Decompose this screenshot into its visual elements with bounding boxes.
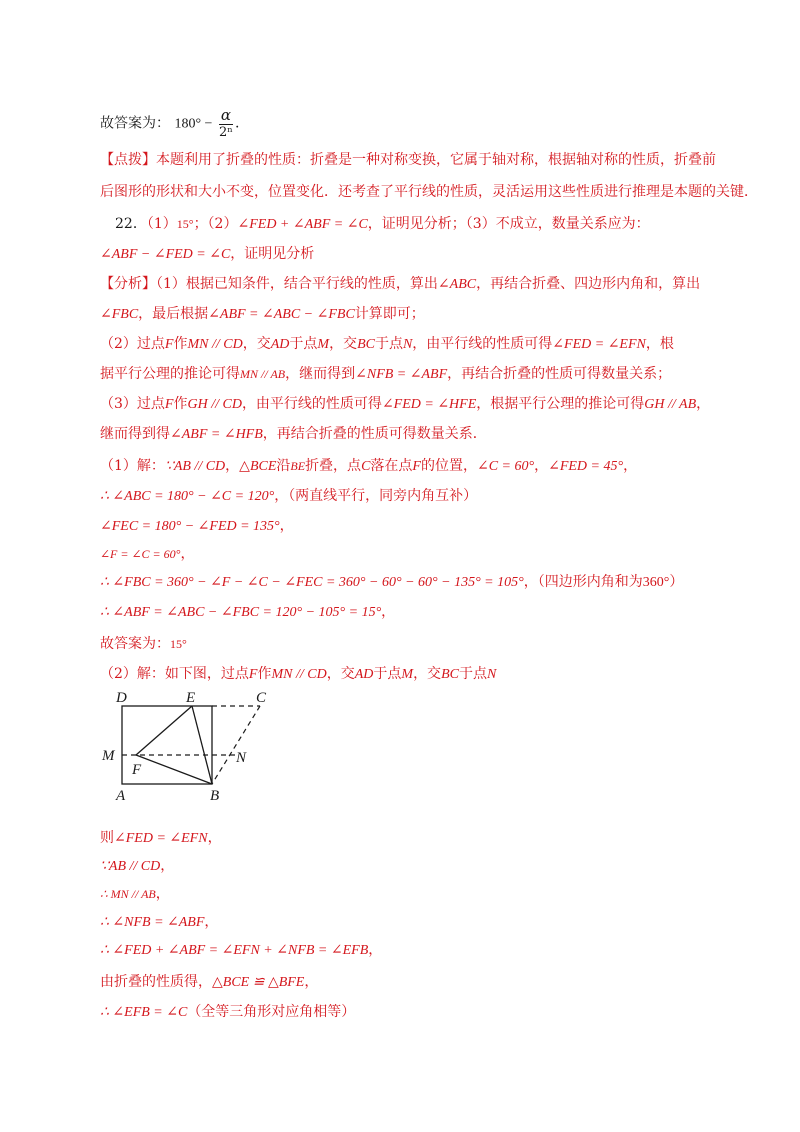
sol2-math: M: [401, 667, 414, 682]
sol1-math: △BCE: [239, 459, 277, 474]
formula-lead: 180° −: [174, 116, 213, 132]
q22-part4: ，证明见分析: [230, 246, 315, 262]
fenxi-math: ∠FED = ∠HFE: [381, 397, 477, 412]
answer-prefix: 故答案为：: [100, 115, 170, 132]
fenxi-math: M: [317, 337, 330, 352]
fenxi-text: ，再结合折叠的性质可得数量关系；: [447, 366, 672, 382]
sol2-proof-math: ∵AB // CD: [100, 859, 161, 874]
sol2-proof-math: ∴ ∠NFB = ∠ABF: [100, 915, 205, 930]
sol2-proof-line: [100, 884, 170, 904]
sol2-proof-math: ∠FED = ∠EFN: [114, 831, 208, 846]
sol1-text: ，: [225, 458, 240, 474]
sol1-text: ，: [279, 518, 294, 534]
fenxi-line-2: [100, 304, 425, 325]
fenxi-math: ∠NFB = ∠ABF: [355, 367, 448, 382]
fenxi-math: ∠ABF = ∠ABC − ∠FBC: [208, 307, 355, 322]
label-c: C: [256, 690, 267, 706]
sol2-proof-text: 由折叠的性质得，: [100, 974, 212, 990]
fenxi-math: GH // AB: [644, 397, 697, 412]
fenxi-math: ∠FED = ∠EFN: [552, 337, 646, 352]
label-d: D: [116, 690, 127, 706]
fenxi-text: 继而得到得: [100, 426, 170, 442]
sol1-text: ，: [534, 458, 549, 474]
fenxi-text: ，根据平行公理的推论可得: [476, 396, 645, 412]
fenxi-text: ，由平行线的性质可得: [412, 336, 553, 352]
dianbo-line-2: [100, 182, 758, 202]
label-m: M: [102, 748, 115, 764]
fenxi-text: ，: [696, 396, 711, 412]
label-n: N: [236, 750, 247, 766]
fenxi-text: ，再结合折叠、四边形内角和，算出: [476, 276, 701, 292]
sol1-math: ∠FEC = 180° − ∠FED = 135°: [100, 519, 280, 534]
sol1-text: 沿: [276, 458, 291, 474]
sol2-proof-text: ，: [368, 942, 383, 958]
sol1-text: 落在点: [370, 458, 413, 474]
sol2-math: N: [486, 667, 497, 682]
fenxi-math: BC: [357, 337, 375, 352]
sol2-proof-line: [100, 912, 218, 933]
sol1-answer-value: 15°: [170, 637, 187, 651]
sol2-proof-line: [100, 940, 382, 961]
sol2-proof-line: [100, 856, 174, 877]
fenxi-math: MN // CD: [187, 337, 243, 352]
sol2-proof-text: ，: [207, 830, 222, 846]
sol2-proof-text: ，: [160, 858, 175, 874]
fraction: [219, 106, 233, 141]
label-e: E: [186, 690, 196, 706]
geometry-diagram: [100, 688, 280, 808]
fenxi-line-5: [100, 394, 710, 415]
sol2-proof-math: ∴ MN // AB: [100, 887, 156, 901]
sol1-line-1: [100, 456, 637, 477]
q22-answer1: 15°: [176, 217, 194, 231]
sol2-proof-text: ，: [304, 974, 319, 990]
sol2-math: MN // CD: [271, 667, 327, 682]
sol2-text: （2）解：如下图，过点: [100, 666, 249, 682]
sol2-math: BC: [441, 667, 459, 682]
fenxi-math: MN // AB: [240, 367, 286, 381]
sol2-math: AD: [354, 667, 374, 682]
q22-answer3: ∠ABF − ∠FED = ∠C: [100, 247, 231, 262]
sol2-proof-math: ∴ ∠EFB = ∠C: [100, 1005, 188, 1020]
dianbo-text-2: 后图形的形状和大小不变，位置变化．还考查了平行线的性质，灵活运用这些性质进行推理是本题的关键．: [100, 184, 758, 200]
sol1-math: ∵AB // CD: [164, 459, 226, 474]
sol1-math: ∴ ∠ABF = ∠ABC − ∠FBC = 120° − 105° = 15°: [100, 605, 382, 620]
sol2-proof-line: [100, 1002, 355, 1023]
fenxi-math: F: [164, 337, 174, 352]
fenxi-math: ∠FBC: [100, 307, 139, 322]
dianbo-line-1: [100, 150, 716, 170]
sol2-text: 于点: [373, 666, 402, 682]
sol2-text: 作: [257, 666, 272, 682]
sol2-line-1: [100, 664, 496, 685]
fenxi-text: ，根: [645, 336, 674, 352]
sol1-math: ∴ ∠ABC = 180° − ∠C = 120°: [100, 489, 275, 504]
sol1-math: ∠C = 60°: [476, 459, 535, 474]
fenxi-line-3: [100, 334, 674, 355]
fenxi-text: ，交: [329, 336, 358, 352]
sol1-text: ，: [180, 546, 195, 562]
sol2-proof-text: 则: [100, 830, 114, 846]
fenxi-text: ，由平行线的性质可得: [241, 396, 382, 412]
sol1-line-6: [100, 602, 395, 623]
sol1-text: （四边形内角和为: [537, 574, 643, 590]
sol2-proof-text: ，: [155, 886, 170, 902]
sol1-line-2: [100, 486, 477, 507]
sol1-math: C: [361, 459, 371, 474]
fenxi-text: ，交: [242, 336, 271, 352]
fenxi-tag: 【分析】: [100, 276, 156, 292]
fenxi-text: 于点: [289, 336, 318, 352]
label-a: A: [116, 788, 126, 804]
sol1-line-3: [100, 516, 294, 537]
segment-ef: [136, 706, 192, 755]
sol2-proof-line: [100, 972, 318, 993]
sol2-text: ，交: [326, 666, 355, 682]
fenxi-math: ∠ABF = ∠HFB: [170, 427, 263, 442]
fenxi-math: N: [402, 337, 413, 352]
sol2-math: F: [248, 667, 258, 682]
label-b: B: [210, 788, 220, 804]
fenxi-line-1: [100, 274, 700, 295]
sol1-text: （两直线平行，同旁内角互补）: [288, 488, 478, 504]
dianbo-text-1: 本题利用了折叠的性质：折叠是一种对称变换，它属于轴对称，根据轴对称的性质，折叠前: [156, 152, 716, 168]
sol1-text: ，: [623, 458, 638, 474]
fenxi-text: 据平行公理的推论可得: [100, 366, 240, 382]
q22-line-2: [100, 244, 314, 265]
sol1-text: 的位置，: [420, 458, 477, 474]
sol1-text: 折叠，点: [305, 458, 362, 474]
sol1-text: ）: [669, 574, 684, 590]
q22-part1: （1）: [146, 216, 177, 232]
sol1-math: ∴ ∠FBC = 360° − ∠F − ∠C − ∠FEC = 360° − 60° − 60° − 135° = 105°: [100, 575, 524, 590]
sol1-line-5: [100, 572, 683, 593]
fenxi-text: （2）过点: [100, 336, 165, 352]
sol2-proof-text: （全等三角形对应角相等）: [187, 1004, 356, 1020]
sol2-proof-text: ，: [204, 914, 219, 930]
segment-eb: [192, 706, 212, 784]
fenxi-text: 于点: [374, 336, 403, 352]
label-f: F: [132, 762, 142, 778]
sol1-math: ∠FED = 45°: [548, 459, 624, 474]
answer-end: .: [235, 115, 240, 132]
fraction-numerator: α: [220, 106, 232, 124]
dashed-cb: [212, 706, 260, 784]
sol1-text: ，: [381, 604, 396, 620]
sol1-text: （1）解：: [100, 458, 165, 474]
sol2-text: ，交: [413, 666, 442, 682]
fenxi-text: 作: [173, 396, 188, 412]
fenxi-text: （3）过点: [100, 396, 165, 412]
sol1-math: 360°: [642, 575, 670, 590]
fenxi-math: AD: [270, 337, 290, 352]
sol1-text: ，: [523, 574, 538, 590]
q22-answer2: ∠FED + ∠ABF = ∠C: [237, 217, 368, 232]
fenxi-text: ，继而得到: [285, 366, 356, 382]
fenxi-text: 计算即可；: [354, 306, 425, 322]
dianbo-tag: 【点拨】: [100, 152, 156, 168]
sol1-answer-prefix: 故答案为：: [100, 636, 170, 652]
fenxi-math: F: [164, 397, 174, 412]
fenxi-text: （1）根据已知条件，结合平行线的性质，算出: [156, 276, 438, 292]
segment-fb: [136, 755, 212, 784]
q22-part3: ，证明见分析；（3）不成立，数量关系应为：: [367, 216, 650, 232]
fenxi-line-4: [100, 364, 671, 385]
fenxi-text: 作: [173, 336, 188, 352]
q22-part2: ；（2）: [193, 216, 238, 232]
q22-number: 22．: [115, 216, 147, 232]
sol2-proof-math: ∴ ∠FED + ∠ABF = ∠EFN + ∠NFB = ∠EFB: [100, 943, 369, 958]
sol2-text: 于点: [458, 666, 487, 682]
sol1-answer: [100, 634, 187, 654]
sol2-proof-line: [100, 828, 222, 849]
sol1-line-4: [100, 544, 194, 564]
sol1-math: ∠F = ∠C = 60°: [100, 547, 181, 561]
q22-line-1: [115, 214, 650, 235]
fenxi-text: ，最后根据: [138, 306, 209, 322]
sol1-math: BE: [290, 459, 306, 473]
sol2-proof-math: △BCE ≌ △BFE: [212, 975, 305, 990]
fraction-denominator: 2ⁿ: [219, 125, 233, 140]
fenxi-math: GH // CD: [187, 397, 242, 412]
fenxi-line-6: [100, 424, 487, 445]
fenxi-text: ，再结合折叠的性质可得数量关系．: [262, 426, 487, 442]
sol1-text: ，: [274, 488, 289, 504]
sol1-math: F: [412, 459, 421, 474]
previous-answer: [100, 106, 240, 141]
fenxi-math: ∠ABC: [437, 277, 477, 292]
